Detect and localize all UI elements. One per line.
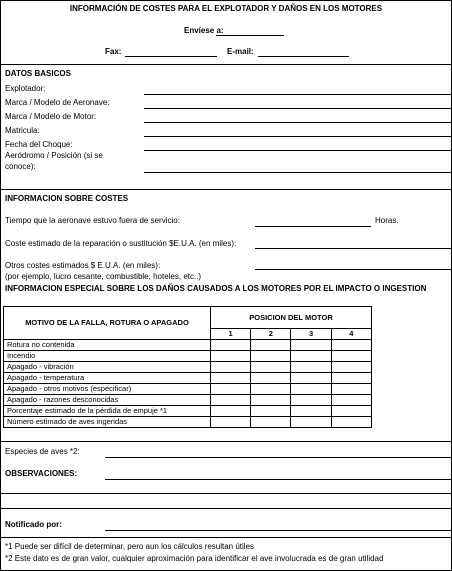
- email-field[interactable]: [258, 56, 349, 57]
- table-row: [4, 417, 372, 428]
- section-divider: [1, 64, 451, 65]
- strike-date-field[interactable]: [144, 150, 451, 151]
- repair-cost-label: Coste estimado de la reparación o sustitución $E.U.A. (en miles):: [5, 239, 237, 248]
- row-label: Apagado - otros motivos (especificar): [4, 384, 211, 395]
- table-cell[interactable]: [291, 395, 331, 406]
- observations-line[interactable]: [1, 508, 451, 509]
- table-row: [4, 362, 372, 373]
- table-cell[interactable]: [291, 417, 331, 428]
- table-cell[interactable]: [291, 406, 331, 417]
- row-label: Porcentaje estimado de la pérdida de empuje *1: [4, 406, 211, 417]
- table-cell[interactable]: [211, 384, 251, 395]
- strike-date-label: Fecha del Choque:: [5, 140, 73, 149]
- table-row: [4, 395, 372, 406]
- table-cell[interactable]: [331, 384, 371, 395]
- form-title: INFORMACIÓN DE COSTES PARA EL EXPLOTADOR Y DAÑOS EN LOS MOTORES: [69, 4, 383, 13]
- other-costs-example: (por ejemplo, lucro cesante, combustible, hoteles, etc..): [5, 272, 202, 281]
- table-cell[interactable]: [251, 384, 291, 395]
- costs-heading: INFORMACION SOBRE COSTES: [5, 194, 129, 203]
- table-cell[interactable]: [331, 351, 371, 362]
- table-cell[interactable]: [251, 395, 291, 406]
- send-to-field[interactable]: [216, 35, 284, 36]
- position-header-4: 4: [331, 329, 371, 340]
- registration-field[interactable]: [144, 136, 451, 137]
- notified-by-field[interactable]: [105, 530, 451, 531]
- position-header-1: 1: [211, 329, 251, 340]
- table-cell[interactable]: [331, 373, 371, 384]
- table-cell[interactable]: [331, 406, 371, 417]
- engine-model-label: Marca / Modelo de Motor:: [5, 112, 97, 121]
- out-of-service-field[interactable]: [255, 226, 371, 227]
- email-label: E-mail:: [227, 47, 254, 56]
- engine-damage-table: [3, 306, 372, 428]
- table-cell[interactable]: [291, 384, 331, 395]
- table-cell[interactable]: [331, 417, 371, 428]
- row-label: Número estimado de aves ingeridas: [4, 417, 211, 428]
- table-cell[interactable]: [291, 340, 331, 351]
- fax-label: Fax:: [105, 47, 122, 56]
- table-row: [4, 373, 372, 384]
- bird-species-label: Especies de aves *2:: [5, 447, 80, 456]
- section-divider: [1, 189, 451, 190]
- basic-data-heading: DATOS BASICOS: [5, 69, 71, 78]
- table-row: [4, 384, 372, 395]
- registration-label: Matricula:: [5, 126, 40, 135]
- table-cell[interactable]: [291, 373, 331, 384]
- position-header-3: 3: [291, 329, 331, 340]
- table-cell[interactable]: [211, 373, 251, 384]
- table-cell[interactable]: [211, 351, 251, 362]
- reason-column-header: MOTIVO DE LA FALLA, ROTURA O APAGADO: [4, 307, 211, 340]
- engine-position-header: POSICION DEL MOTOR: [211, 307, 372, 329]
- other-costs-field[interactable]: [255, 269, 451, 270]
- table-row: [4, 351, 372, 362]
- aircraft-model-field[interactable]: [144, 108, 451, 109]
- table-cell[interactable]: [331, 362, 371, 373]
- engine-damage-heading: INFORMACION ESPECIAL SOBRE LOS DAÑOS CAUSADOS A LOS MOTORES POR EL IMPACTO O INGESTION: [5, 284, 427, 293]
- table-cell[interactable]: [251, 373, 291, 384]
- table-cell[interactable]: [291, 362, 331, 373]
- position-header-2: 2: [251, 329, 291, 340]
- footnote-1: *1 Puede ser difícil de determinar, pero aun los cálculos resultan útiles: [5, 542, 255, 551]
- aircraft-model-label: Marca / Modelo de Aeronave:: [5, 98, 110, 107]
- send-to-label: Envíese a:: [184, 26, 224, 35]
- table-cell[interactable]: [331, 395, 371, 406]
- observations-field[interactable]: [105, 479, 451, 480]
- footnote-2: *2 Este dato es de gran valor, cualquier aproximación para identificar el ave involucrada es de gran utilidad: [5, 554, 384, 563]
- repair-cost-field[interactable]: [255, 248, 451, 249]
- table-cell[interactable]: [211, 395, 251, 406]
- table-row: [4, 406, 372, 417]
- table-row: [4, 340, 372, 351]
- table-cell[interactable]: [331, 340, 371, 351]
- table-cell[interactable]: [211, 417, 251, 428]
- row-label: Incendio: [4, 351, 211, 362]
- aerodrome-field[interactable]: [144, 172, 451, 173]
- table-cell[interactable]: [251, 362, 291, 373]
- row-label: Apagado - razones desconocidas: [4, 395, 211, 406]
- observations-label: OBSERVACIONES:: [5, 469, 78, 478]
- observations-line[interactable]: [1, 493, 451, 494]
- row-label: Apagado - vibración: [4, 362, 211, 373]
- table-cell[interactable]: [251, 340, 291, 351]
- other-costs-label: Otros costes estimados $ E.U.A. (en miles):: [5, 261, 161, 270]
- operator-label: Explotador:: [5, 84, 46, 93]
- bird-species-field[interactable]: [105, 457, 451, 458]
- section-divider: [1, 537, 451, 538]
- engine-model-field[interactable]: [144, 122, 451, 123]
- out-of-service-label: Tiempo que la aeronave estuvo fuera de servicio:: [5, 216, 180, 225]
- row-label: Apagado - temperatura: [4, 373, 211, 384]
- table-cell[interactable]: [291, 351, 331, 362]
- aerodrome-label-line2: conoce):: [5, 162, 36, 171]
- table-cell[interactable]: [251, 406, 291, 417]
- operator-field[interactable]: [144, 94, 451, 95]
- table-cell[interactable]: [211, 340, 251, 351]
- table-cell[interactable]: [211, 362, 251, 373]
- fax-field[interactable]: [125, 56, 217, 57]
- aerodrome-label-line1: Aeródromo / Posición (si se: [5, 151, 103, 160]
- row-label: Rotura no contenida: [4, 340, 211, 351]
- table-cell[interactable]: [251, 417, 291, 428]
- hours-label: Horas.: [375, 216, 399, 225]
- notified-by-label: Notificado por:: [5, 520, 62, 529]
- table-cell[interactable]: [251, 351, 291, 362]
- section-divider: [1, 441, 451, 442]
- table-cell[interactable]: [211, 406, 251, 417]
